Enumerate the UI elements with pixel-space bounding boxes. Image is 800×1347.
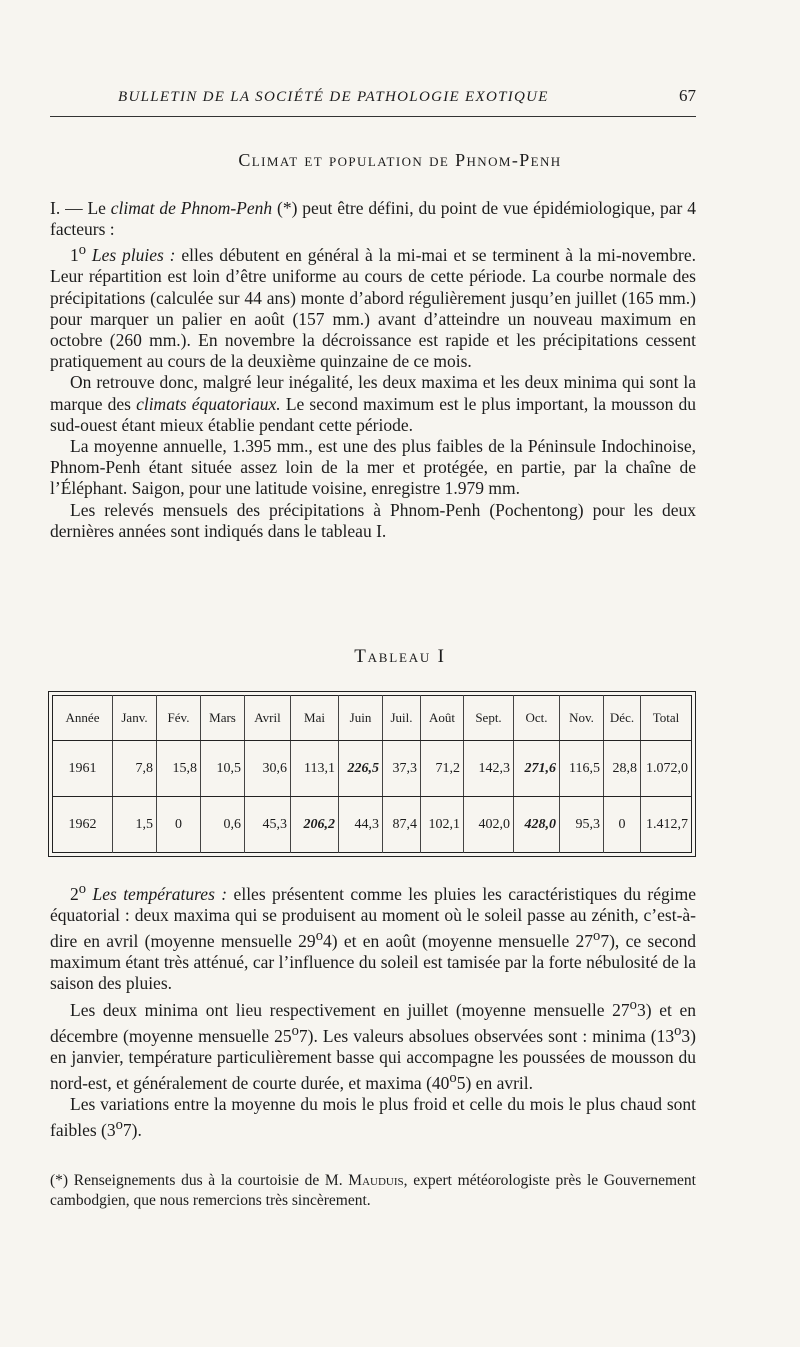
table-cell: 44,3: [339, 797, 383, 853]
col-header-nov: Nov.: [560, 696, 604, 741]
table-cell: 30,6: [245, 741, 291, 797]
table-cell: 1,5: [113, 797, 157, 853]
col-header-jan: Janv.: [113, 696, 157, 741]
table-cell: 10,5: [201, 741, 245, 797]
col-header-sep: Sept.: [464, 696, 514, 741]
paragraph-variations: Les variations entre la moyenne du mois le plus froid et celle du mois le plus chaud sont faibles (3$^o$7).: [50, 1093, 696, 1140]
table-cell: 95,3: [560, 797, 604, 853]
col-header-feb: Fév.: [157, 696, 201, 741]
table-cell: 142,3: [464, 741, 514, 797]
paragraph-maxima: On retrouve donc, malgré leur inégalité, les deux maxima et les deux minima qui sont la marque des climats équatoriaux. Le second maximum est le plus important, la mousson du sud-ouest étant mieux établie pendant cette période.: [50, 372, 696, 435]
table-frame: [48, 691, 696, 857]
temperatures-text: [50, 879, 696, 1141]
table-row: [53, 797, 692, 853]
table-row: [53, 741, 692, 797]
table-cell: 116,5: [560, 741, 604, 797]
table-cell: 402,0: [464, 797, 514, 853]
intro-text: [50, 198, 696, 542]
running-head: [50, 86, 696, 106]
section-title: Climat et population de Phnom-Penh: [238, 150, 562, 170]
paragraph-intro: I. — Le climat de Phnom-Penh (*) peut être défini, du point de vue épidémiologique, par 4 facteurs :: [50, 198, 696, 240]
table-cell: 45,3: [245, 797, 291, 853]
table-cell: 102,1: [421, 797, 464, 853]
col-header-may: Mai: [291, 696, 339, 741]
table-caption: Tableau I: [354, 646, 446, 667]
col-header-mar: Mars: [201, 696, 245, 741]
table-cell: 0,6: [201, 797, 245, 853]
table-cell: 226,5: [339, 741, 383, 797]
col-header-jul: Juil.: [383, 696, 421, 741]
col-header-total: Total: [641, 696, 692, 741]
col-header-apr: Avril: [245, 696, 291, 741]
paragraph-annual-mean: La moyenne annuelle, 1.395 mm., est une des plus faibles de la Péninsule Indochinoise, Phnom-Penh étant située assez loin de la mer et protégée, en partie, par la chaîne de l’Éléphant. Saigon, pour une latitude voisine, enregistre 1.979 mm.: [50, 436, 696, 499]
table-cell: 428,0: [514, 797, 560, 853]
table-cell: 206,2: [291, 797, 339, 853]
footnote-name: Mauduis: [348, 1172, 404, 1189]
paragraph-minima: Les deux minima ont lieu respectivement en juillet (moyenne mensuelle 27$^o$3) et en décembre (moyenne mensuelle 25$^o$7). Les valeurs absolues observées sont : minima (13$^o$3) en janvier, température particulièrement basse qui accompagne les poussées de mousson du nord-est, et généralement de courte durée, et maxima (40$^o$5) en avril.: [50, 996, 696, 1093]
col-header-aug: Août: [421, 696, 464, 741]
table-cell: 87,4: [383, 797, 421, 853]
header-rule: [50, 116, 696, 117]
table-cell: 1.072,0: [641, 741, 692, 797]
table-cell: 1961: [53, 741, 113, 797]
table-cell: 7,8: [113, 741, 157, 797]
col-header-year: Année: [53, 696, 113, 741]
page-number: 67: [679, 86, 696, 105]
paragraph-table-ref: Les relevés mensuels des précipitations à Phnom-Penh (Pochentong) pour les deux dernières années sont indiqués dans le tableau I.: [50, 499, 696, 541]
table-cell: 113,1: [291, 741, 339, 797]
rainfall-table: [52, 695, 692, 853]
table-cell: 0: [157, 797, 201, 853]
table-cell: 71,2: [421, 741, 464, 797]
table-cell: 0: [604, 797, 641, 853]
running-title: BULLETIN DE LA SOCIÉTÉ DE PATHOLOGIE EXOTIQUE: [118, 89, 549, 105]
col-header-oct: Oct.: [514, 696, 560, 741]
table-cell: 1.412,7: [641, 797, 692, 853]
table-cell: 271,6: [514, 741, 560, 797]
footnote: (*) Renseignements dus à la courtoisie de M. Mauduis, expert météorologiste près le Gouvernement cambodgien, que nous remercions très sincèrement.: [50, 1172, 696, 1209]
col-header-jun: Juin: [339, 696, 383, 741]
paragraph-rain: 1$^o$ Les pluies : elles débutent en général à la mi-mai et se terminent à la mi-novembre. Leur répartition est loin d’être uniforme au cours de cette période. La courbe normale des précipitations (calculée sur 44 ans) monte d’abord régulièrement jusqu’en juillet (165 mm.) pour marquer un palier en août (157 mm.) avant d’atteindre un nouveau maximum en octobre (260 mm.). En novembre la décroissance est rapide et les précipitations cessent pratiquement au cours de la deuxième quinzaine de ce mois.: [50, 242, 697, 372]
table-cell: 28,8: [604, 741, 641, 797]
table-cell: 15,8: [157, 741, 201, 797]
table-cell: 1962: [68, 816, 97, 832]
paragraph-temperatures: 2$^o$ Les températures : elles présentent comme les pluies les caractéristiques du régime équatorial : deux maxima qui se produisent au moment où le soleil passe au zénith, c’est-à-dire en avril (moyenne mensuelle 29$^o$4) et en août (moyenne mensuelle 27$^o$7), ce second maximum étant très atténué, car l’influence du soleil est tamisée par la forte nébulosité de la saison des pluies.: [50, 881, 696, 994]
col-header-dec: Déc.: [604, 696, 641, 741]
table-header-row: [53, 696, 692, 741]
table-cell: 37,3: [383, 741, 421, 797]
